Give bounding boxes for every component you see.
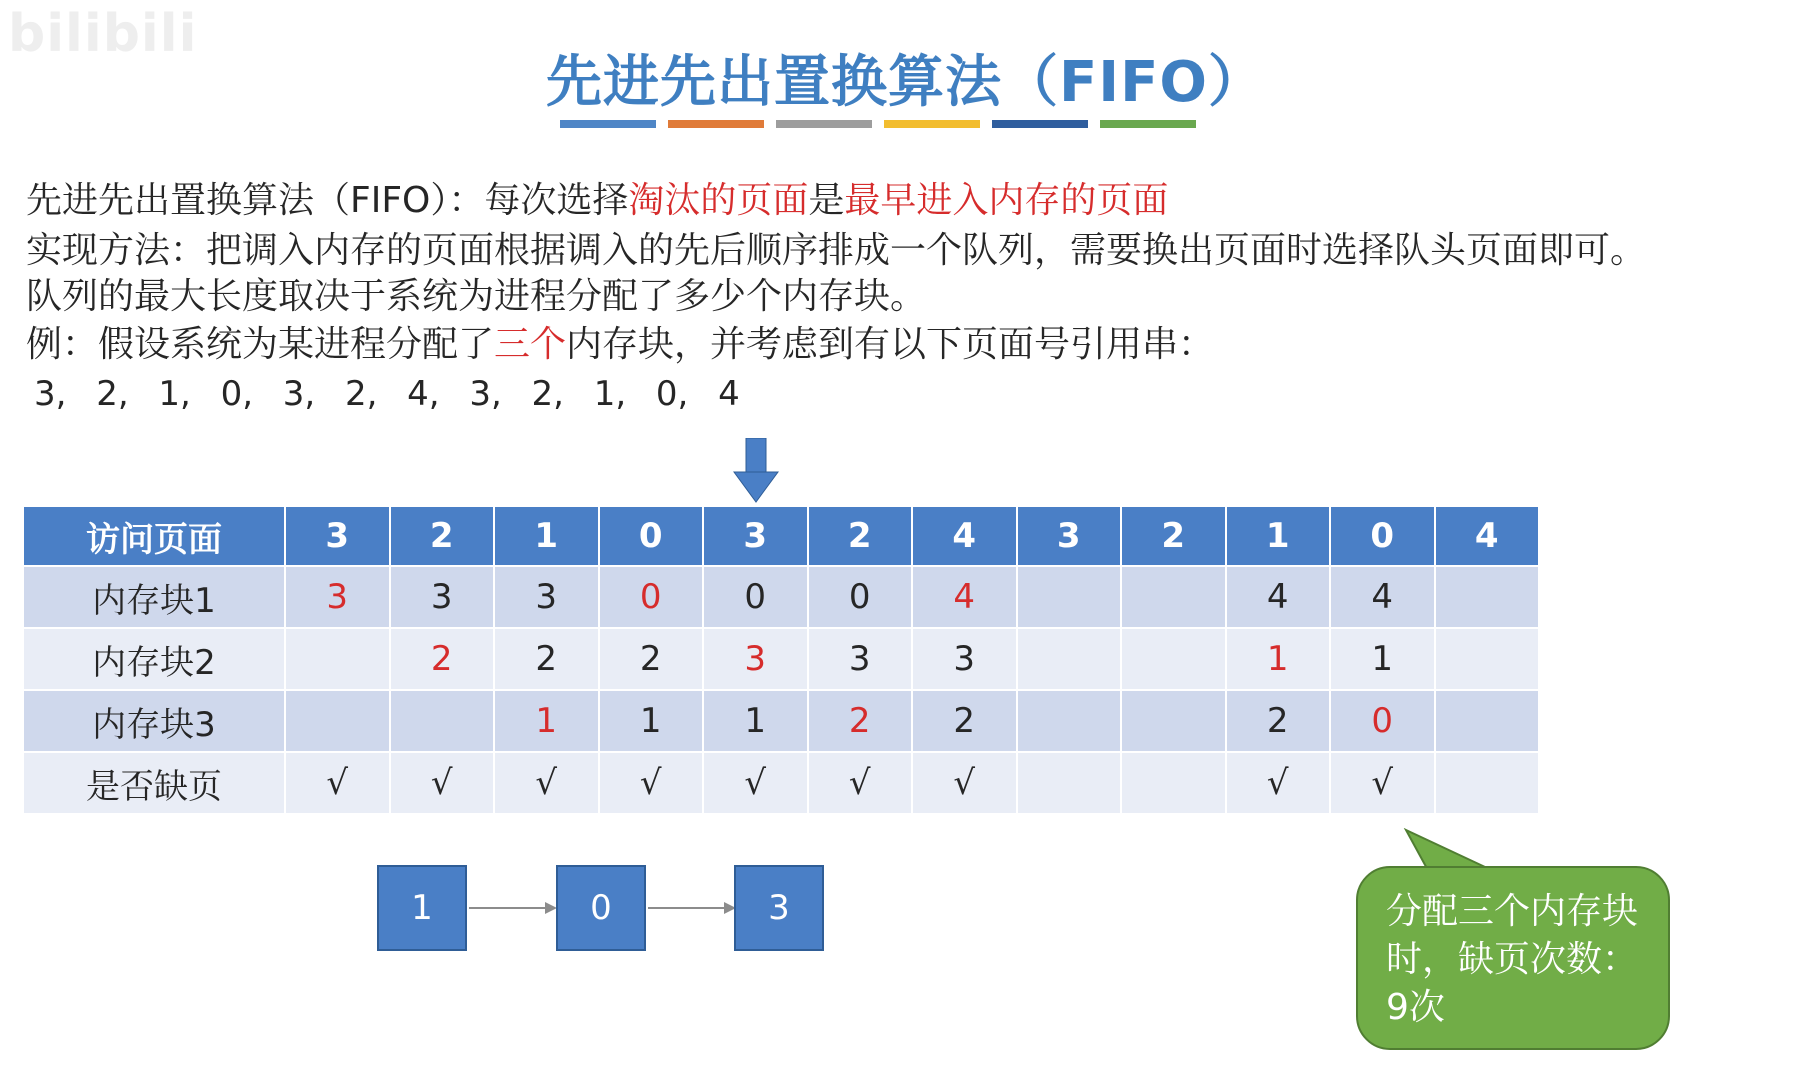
table-cell: 1 bbox=[1226, 628, 1331, 690]
definition-line: 先进先出置换算法（FIFO）：每次选择淘汰的页面是最早进入内存的页面 bbox=[26, 180, 1169, 221]
reference-item: 4 bbox=[718, 374, 740, 414]
table-cell: 0 bbox=[703, 566, 808, 628]
table-cell: √ bbox=[1330, 752, 1435, 814]
table-cell: 4 bbox=[912, 566, 1017, 628]
table-row bbox=[23, 752, 1539, 814]
table-cell: 2 bbox=[390, 628, 495, 690]
header-page-cell: 2 bbox=[808, 506, 913, 566]
table-cell: 3 bbox=[285, 566, 390, 628]
table-cell: √ bbox=[703, 752, 808, 814]
table-cell: √ bbox=[494, 752, 599, 814]
table-row bbox=[23, 690, 1539, 752]
bilibili-watermark: bilibili bbox=[8, 4, 198, 64]
reference-item: 2, bbox=[96, 374, 129, 414]
table-cell bbox=[1121, 752, 1226, 814]
reference-item: 3, bbox=[469, 374, 502, 414]
header-page-cell: 4 bbox=[1435, 506, 1540, 566]
table-cell bbox=[1017, 628, 1122, 690]
header-page-cell: 3 bbox=[703, 506, 808, 566]
highlight-three: 三个 bbox=[494, 324, 567, 365]
header-page-cell: 1 bbox=[494, 506, 599, 566]
queue-node: 3 bbox=[734, 865, 824, 951]
reference-item: 0, bbox=[220, 374, 254, 414]
table-cell: √ bbox=[912, 752, 1017, 814]
header-label: 访问页面 bbox=[23, 506, 285, 566]
header-page-cell: 3 bbox=[1017, 506, 1122, 566]
table-cell: 2 bbox=[494, 628, 599, 690]
queue-arrow-icon bbox=[469, 898, 557, 918]
queue-arrow-icon bbox=[648, 898, 736, 918]
reference-item: 1, bbox=[158, 374, 191, 414]
table-cell: √ bbox=[285, 752, 390, 814]
table-cell: 3 bbox=[808, 628, 913, 690]
header-page-cell: 3 bbox=[285, 506, 390, 566]
current-position-arrow-icon bbox=[730, 438, 782, 504]
row-label: 内存块1 bbox=[23, 566, 285, 628]
table-cell: √ bbox=[390, 752, 495, 814]
table-cell bbox=[390, 690, 495, 752]
table-cell: 4 bbox=[1330, 566, 1435, 628]
reference-item: 3, bbox=[34, 374, 67, 414]
reference-item: 4, bbox=[407, 374, 440, 414]
highlight-evicted-page: 淘汰的页面 bbox=[628, 180, 809, 221]
reference-item: 0, bbox=[655, 374, 689, 414]
reference-item: 3, bbox=[282, 374, 316, 414]
header-page-cell: 1 bbox=[1226, 506, 1331, 566]
header-page-cell: 0 bbox=[1330, 506, 1435, 566]
table-cell: 4 bbox=[1226, 566, 1331, 628]
table-cell: 2 bbox=[808, 690, 913, 752]
table-cell bbox=[1017, 690, 1122, 752]
table-cell bbox=[285, 690, 390, 752]
table-cell: 3 bbox=[494, 566, 599, 628]
queue-length-line: 队列的最大长度取决于系统为进程分配了多少个内存块。 bbox=[26, 276, 927, 317]
implementation-line: 实现方法：把调入内存的页面根据调入的先后顺序排成一个队列，需要换出页面时选择队头页面即可。 bbox=[26, 230, 1647, 271]
reference-item: 2, bbox=[344, 374, 378, 414]
table-cell: 3 bbox=[703, 628, 808, 690]
table-row bbox=[23, 628, 1539, 690]
title-bar-segment bbox=[776, 120, 872, 128]
table-cell bbox=[1017, 566, 1122, 628]
row-label: 是否缺页 bbox=[23, 752, 285, 814]
table-cell: 2 bbox=[1226, 690, 1331, 752]
fifo-table bbox=[22, 505, 1540, 815]
row-label: 内存块2 bbox=[23, 628, 285, 690]
table-cell: 0 bbox=[808, 566, 913, 628]
table-cell: 3 bbox=[390, 566, 495, 628]
table-cell bbox=[1017, 752, 1122, 814]
title-bar-segment bbox=[1100, 120, 1196, 128]
highlight-earliest-page: 最早进入内存的页面 bbox=[844, 180, 1169, 221]
table-cell bbox=[1435, 690, 1540, 752]
title-bar-segment bbox=[992, 120, 1088, 128]
header-page-cell: 2 bbox=[390, 506, 495, 566]
reference-string bbox=[34, 374, 780, 414]
table-cell bbox=[1435, 752, 1540, 814]
table-cell: 1 bbox=[494, 690, 599, 752]
row-label: 内存块3 bbox=[23, 690, 285, 752]
table-cell bbox=[1435, 628, 1540, 690]
slide-title: 先进先出置换算法（FIFO） bbox=[546, 50, 1265, 115]
reference-item: 1, bbox=[593, 374, 627, 414]
table-cell bbox=[285, 628, 390, 690]
table-cell bbox=[1121, 690, 1226, 752]
queue-node: 1 bbox=[377, 865, 467, 951]
table-cell: 1 bbox=[703, 690, 808, 752]
page-fault-count-callout: 分配三个内存块时，缺页次数：9次 bbox=[1356, 866, 1670, 1050]
table-cell: 1 bbox=[1330, 628, 1435, 690]
reference-item: 2, bbox=[531, 374, 564, 414]
queue-node: 0 bbox=[556, 865, 646, 951]
table-cell: √ bbox=[1226, 752, 1331, 814]
table-row bbox=[23, 566, 1539, 628]
table-cell: 3 bbox=[912, 628, 1017, 690]
table-cell bbox=[1435, 566, 1540, 628]
table-cell: √ bbox=[808, 752, 913, 814]
table-cell: 2 bbox=[599, 628, 704, 690]
table-cell: 2 bbox=[912, 690, 1017, 752]
table-cell bbox=[1121, 628, 1226, 690]
table-header-row bbox=[23, 506, 1539, 566]
example-line: 例：假设系统为某进程分配了三个内存块，并考虑到有以下页面号引用串： bbox=[26, 324, 1215, 365]
header-page-cell: 2 bbox=[1121, 506, 1226, 566]
title-bar-segment bbox=[884, 120, 980, 128]
header-page-cell: 4 bbox=[912, 506, 1017, 566]
table-cell: 0 bbox=[1330, 690, 1435, 752]
table-cell bbox=[1121, 566, 1226, 628]
title-bar-segment bbox=[560, 120, 656, 128]
header-page-cell: 0 bbox=[599, 506, 704, 566]
table-cell: 1 bbox=[599, 690, 704, 752]
table-cell: 0 bbox=[599, 566, 704, 628]
table-cell: √ bbox=[599, 752, 704, 814]
title-bar-segment bbox=[668, 120, 764, 128]
